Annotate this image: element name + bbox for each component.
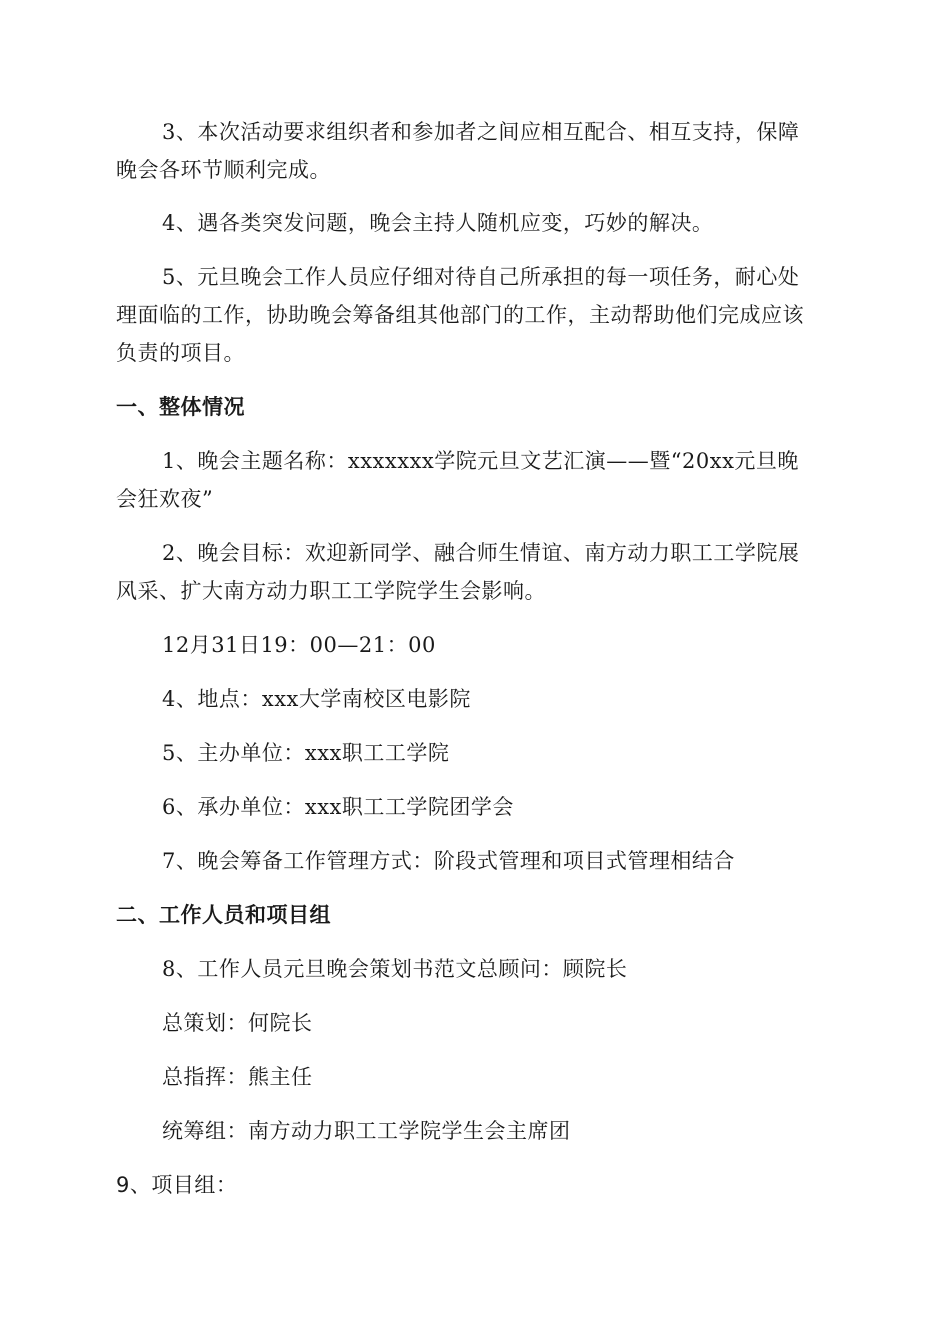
paragraph-5-line-3: 负责的项目。: [116, 341, 245, 365]
section-heading-overview: 一、整体情况: [116, 395, 245, 419]
chief-director: 总指挥：熊主任: [162, 1065, 313, 1089]
paragraph-3-line-2: 晚会各环节顺利完成。: [116, 158, 331, 182]
item-9-project-group: 9、项目组：: [116, 1173, 238, 1197]
item-time: 12月31日19：00—21：00: [162, 633, 436, 657]
item-7-management: 7、晚会筹备工作管理方式：阶段式管理和项目式管理相结合: [162, 849, 735, 873]
item-1-line-1: 1、晚会主题名称：xxxxxxx学院元旦文艺汇演——暨“20xx元旦晚: [162, 449, 799, 473]
chief-planner: 总策划：何院长: [162, 1011, 313, 1035]
item-2-line-1: 2、晚会目标：欢迎新同学、融合师生情谊、南方动力职工工学院展: [162, 541, 800, 565]
paragraph-5-line-2: 理面临的工作，协助晚会筹备组其他部门的工作，主动帮助他们完成应该: [116, 303, 804, 327]
item-6-co-organizer: 6、承办单位：xxx职工工学院团学会: [162, 795, 514, 819]
item-1-line-2: 会狂欢夜”: [116, 487, 214, 511]
item-5-organizer: 5、主办单位：xxx职工工学院: [162, 741, 450, 765]
item-2-line-2: 风采、扩大南方动力职工工学院学生会影响。: [116, 579, 546, 603]
paragraph-3-line-1: 3、本次活动要求组织者和参加者之间应相互配合、相互支持，保障: [162, 120, 800, 144]
section-heading-staff: 二、工作人员和项目组: [116, 903, 331, 927]
paragraph-4: 4、遇各类突发问题，晚会主持人随机应变，巧妙的解决。: [162, 211, 714, 235]
item-8-advisor: 8、工作人员元旦晚会策划书范文总顾问：顾院长: [162, 957, 628, 981]
paragraph-5-line-1: 5、元旦晚会工作人员应仔细对待自己所承担的每一项任务，耐心处: [162, 265, 800, 289]
item-4-location: 4、地点：xxx大学南校区电影院: [162, 687, 471, 711]
coordination-group: 统筹组：南方动力职工工学院学生会主席团: [162, 1119, 571, 1143]
